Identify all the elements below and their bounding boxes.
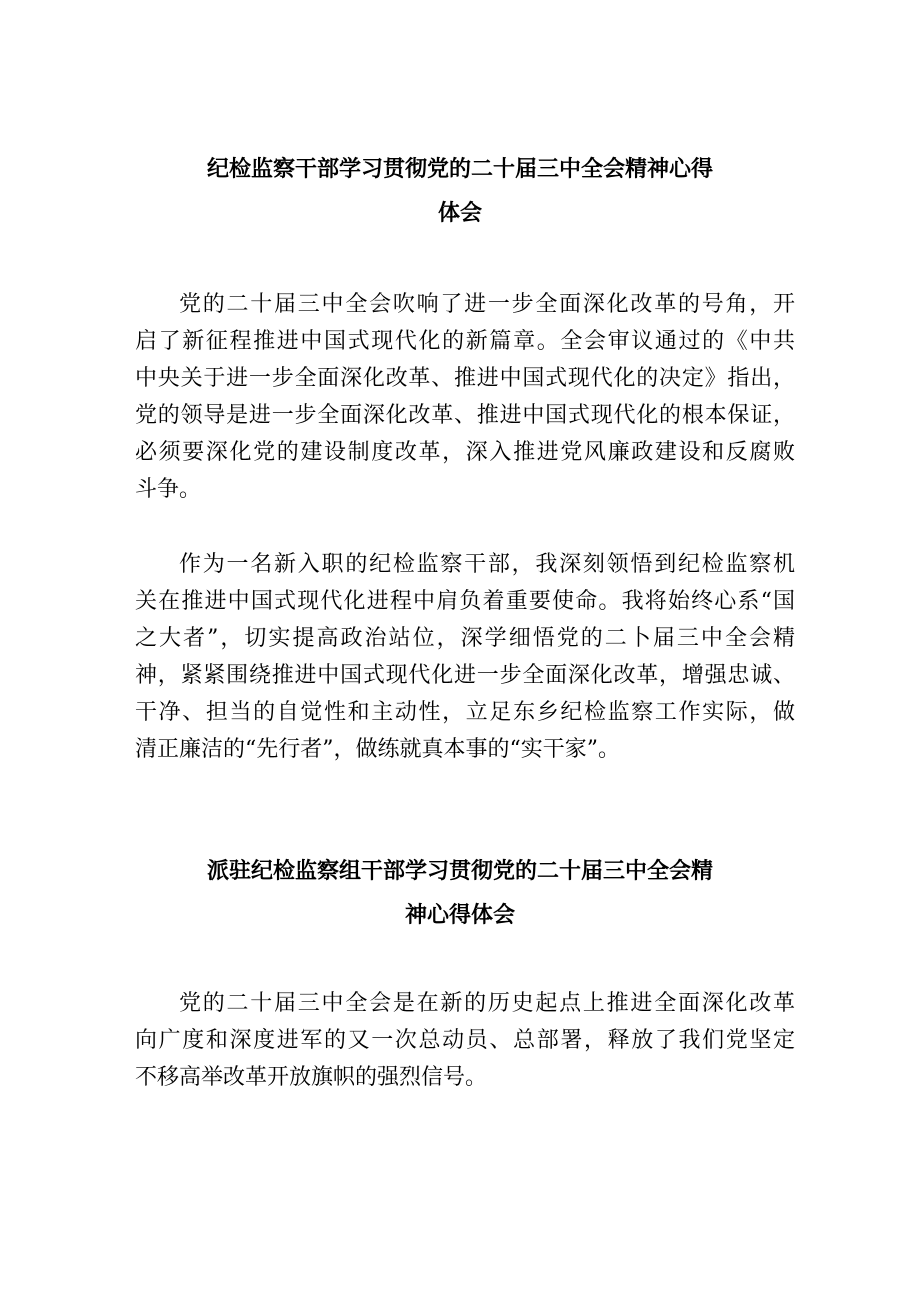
section1-title bbox=[150, 148, 770, 236]
section1-title-line: 纪检监察干部学习贯彻党的二十届三中全会精神心得 bbox=[206, 157, 713, 182]
paragraph-line: 斗争。 bbox=[135, 477, 202, 502]
paragraph-line: 中央关于进一步全面深化改革、推进中国式现代化的决定》指出， bbox=[135, 366, 795, 391]
paragraph-line: 党的领导是进一步全面深化改革、推进中国式现代化的根本保证， bbox=[135, 403, 795, 428]
section1-paragraph-1 bbox=[135, 286, 795, 508]
paragraph-line: 神，紧紧围绕推进中国式现代化进一步全面深化改革，增强忠诚、 bbox=[135, 663, 795, 688]
section1-title-line: 体会 bbox=[437, 201, 482, 226]
section2-paragraph-1 bbox=[135, 985, 795, 1096]
section2-title bbox=[150, 850, 770, 938]
section2-title-line: 神心得体会 bbox=[404, 903, 515, 928]
paragraph-line: 向广度和深度进军的又一次总动员、总部署，释放了我们党坚定 bbox=[135, 1028, 795, 1053]
paragraph-line: 党的二十届三中全会是在新的历史起点上推进全面深化改革 bbox=[179, 991, 795, 1016]
paragraph-line: 不移高举改革开放旗帜的强烈信号。 bbox=[135, 1065, 488, 1090]
paragraph-line: 必须要深化党的建设制度改革，深入推进党风廉政建设和反腐败 bbox=[135, 440, 795, 465]
paragraph-line: 启了新征程推进中国式现代化的新篇章。全会审议通过的《中共 bbox=[135, 329, 795, 354]
paragraph-line: 清正廉洁的“先行者”，做练就真本事的“实干家”。 bbox=[135, 737, 620, 762]
paragraph-line: 之大者”，切实提高政治站位，深学细悟党的二卜届三中全会精 bbox=[135, 626, 795, 651]
paragraph-line: 党的二十届三中全会吹响了进一步全面深化改革的号角，开 bbox=[179, 292, 795, 317]
section1-paragraph-2 bbox=[135, 546, 795, 768]
paragraph-line: 关在推进中国式现代化进程中肩负着重要使命。我将始终心系“国 bbox=[135, 589, 795, 614]
paragraph-line: 作为一名新入职的纪检监察干部，我深刻领悟到纪检监察机 bbox=[179, 552, 795, 577]
paragraph-line: 干净、担当的自觉性和主动性，立足东乡纪检监察工作实际，做 bbox=[135, 700, 795, 725]
section2-title-line: 派驻纪检监察组干部学习贯彻党的二十届三中全会精 bbox=[206, 859, 713, 884]
